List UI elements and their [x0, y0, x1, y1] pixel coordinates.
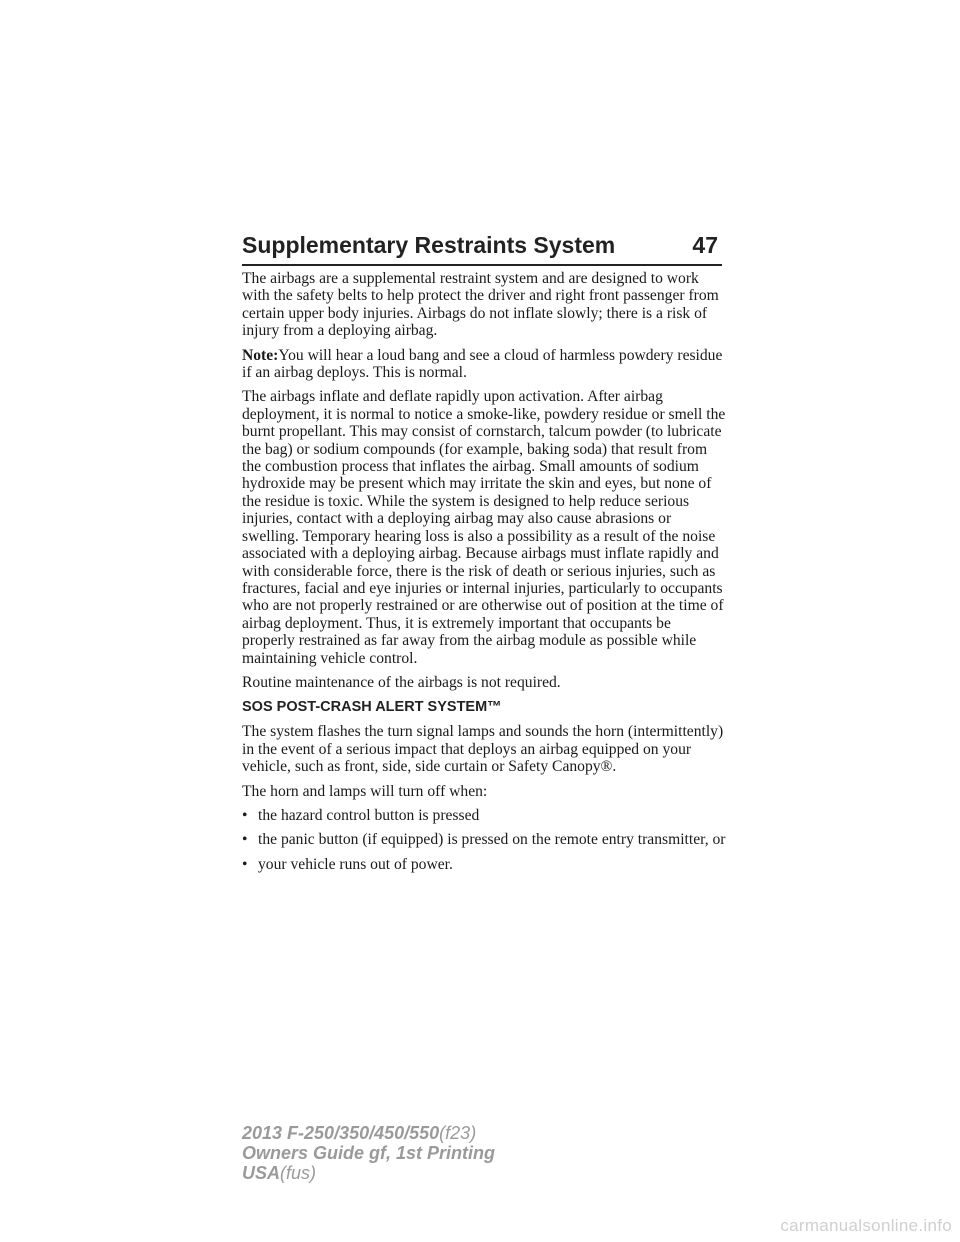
footer-model-code: (f23) [439, 1123, 477, 1143]
note-paragraph [242, 347, 726, 382]
list-item [242, 831, 726, 848]
section-heading: SOS POST-CRASH ALERT SYSTEM™ [242, 699, 502, 716]
note-label: Note: [242, 346, 279, 364]
paragraph-deployment: The airbags inflate and deflate rapidly upon activation. After airbag deployment, it is normal to notice a smoke-like, powdery residue or smell the burnt propellant. This may consist of cornstarch, talcum powder (to lubricate the bag) or sodium compounds (for example, baking soda) that result from the combustion process that inflates the airbag. Small amounts of sodium hydroxide may be present which may irritate the skin and eyes, but none of the residue is toxic. While the system is designed to help reduce serious injuries, contact with a deploying airbag may also cause abrasions or swelling. Temporary hearing loss is also a possibility as a result of the noise associated with a deploying airbag. Because airbags must inflate rapidly and with considerable force, there is the risk of death or serious injuries, such as fractures, facial and eye injuries or internal injuries, particularly to occupants who are not properly restrained or are otherwise out of position at the time of airbag deployment. Thus, it is extremely important that occupants be properly restrained as far away from the airbag module as possible while maintaining vehicle control. [242, 388, 726, 667]
list-item [242, 856, 726, 873]
paragraph-maintenance: Routine maintenance of the airbags is not required. [242, 673, 561, 691]
list-item-text: your vehicle runs out of power. [258, 855, 453, 873]
page-body [242, 270, 726, 880]
bullet-icon: • [242, 855, 248, 873]
list-item-text: the panic button (if equipped) is pressed on the remote entry transmitter, or [258, 831, 726, 849]
page-number: 47 [692, 232, 718, 258]
list-item-text: the hazard control button is pressed [258, 806, 480, 824]
note-text: You will hear a loud bang and see a cloud of harmless powdery residue if an airbag deploys. This is normal. [242, 346, 723, 382]
page-footer [242, 1123, 495, 1183]
footer-model: 2013 F-250/350/450/550 [242, 1123, 440, 1143]
bullet-list [242, 807, 726, 873]
site-watermark: carmanualsonline.info [780, 1216, 952, 1235]
footer-market-code: (fus) [280, 1163, 317, 1183]
paragraph-intro: The airbags are a supplemental restraint system and are designed to work with the safety belts to help protect the driver and right front passenger from certain upper body injuries. Airbags do not inflate slowly; there is a risk of injury from a deploying airbag. [242, 270, 719, 340]
bullet-icon: • [242, 831, 248, 849]
paragraph-sos-description: The system flashes the turn signal lamps and sounds the horn (intermittently) in the event of a serious impact that deploys an airbag equipped on your vehicle, such as front, side, side curtain or Safety Canopy®. [242, 723, 724, 776]
section-title: Supplementary Restraints System [242, 232, 616, 258]
paragraph-turn-off-intro: The horn and lamps will turn off when: [242, 782, 488, 800]
footer-market: USA [242, 1163, 281, 1183]
footer-line-guide: Owners Guide gf, 1st Printing [242, 1143, 496, 1163]
list-item [242, 807, 726, 824]
page-header [242, 228, 722, 266]
bullet-icon: • [242, 806, 248, 824]
footer-line-market [242, 1163, 495, 1183]
footer-line-model [242, 1123, 495, 1143]
